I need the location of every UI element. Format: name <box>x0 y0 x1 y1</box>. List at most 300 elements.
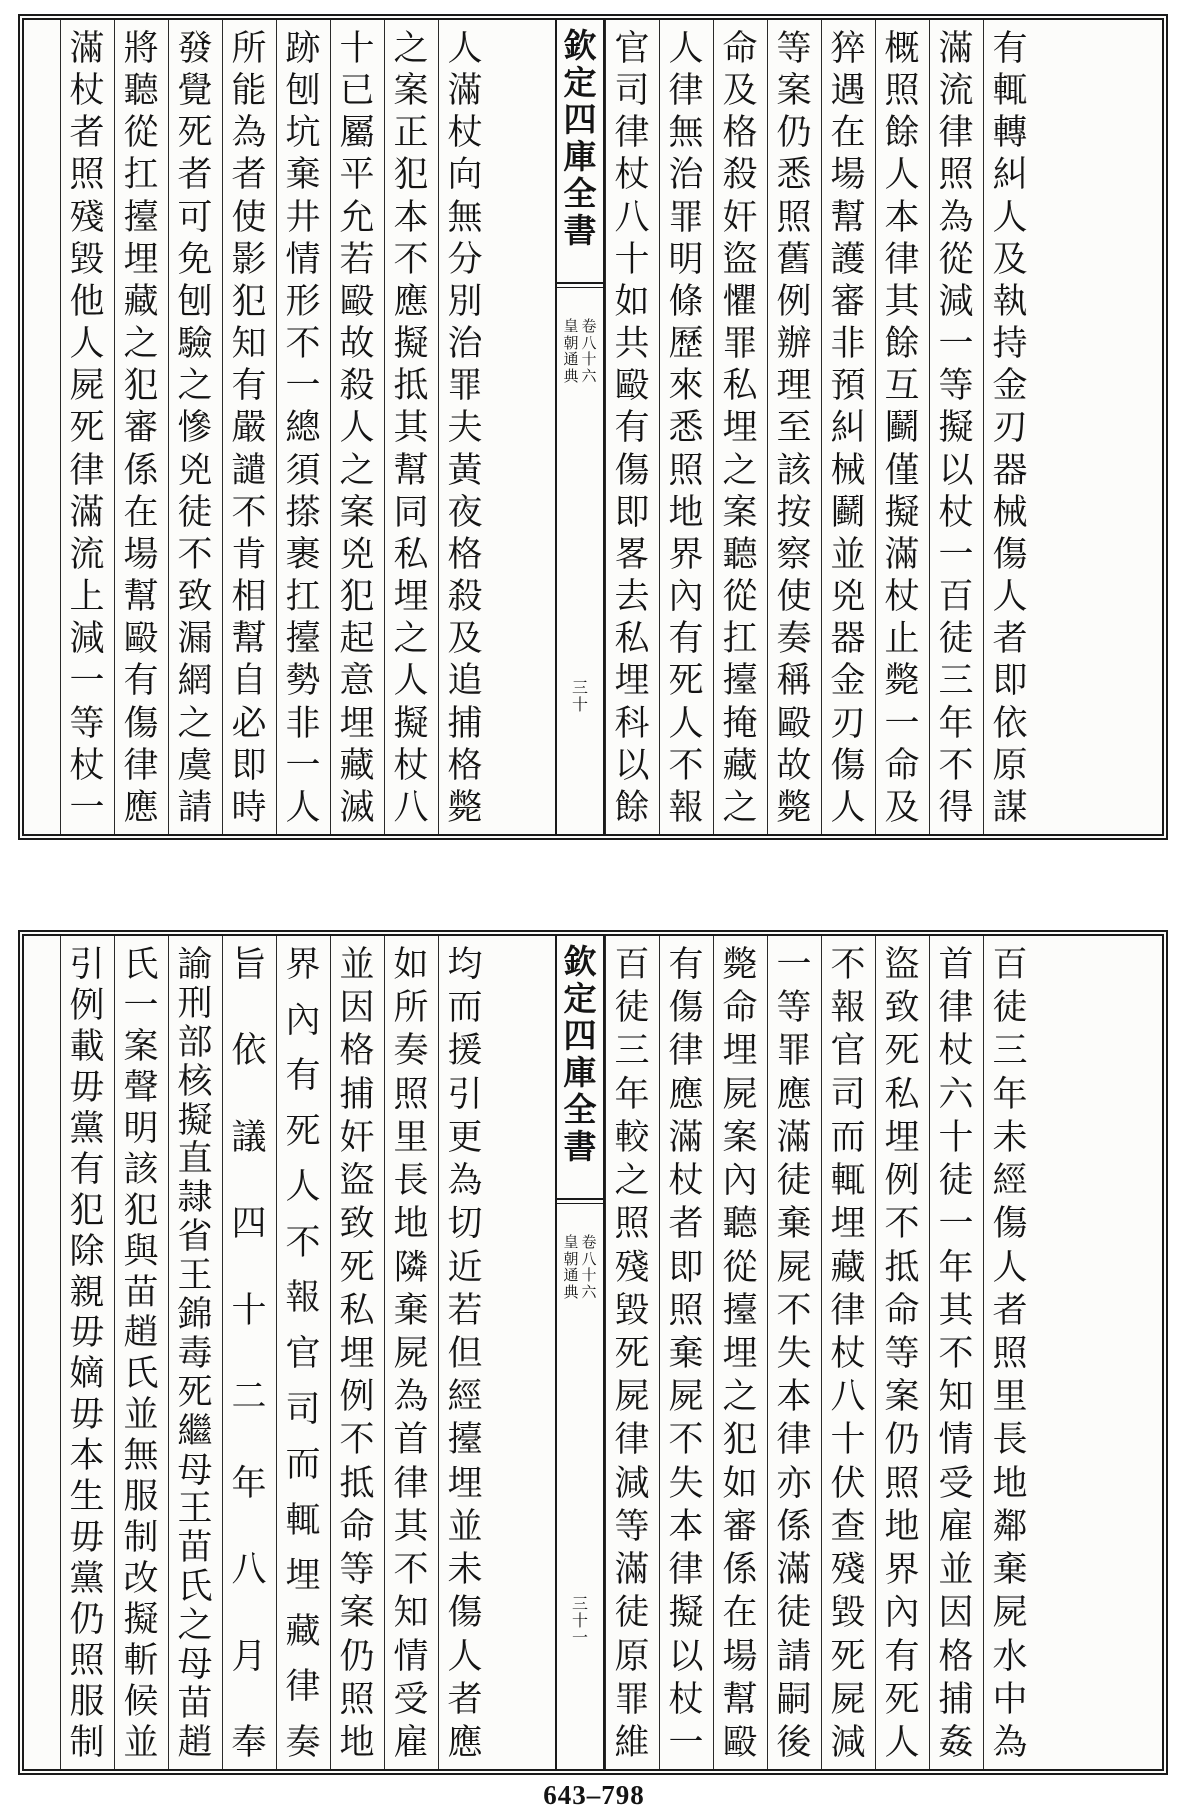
character: 明 <box>668 239 704 280</box>
character: 須 <box>285 450 321 491</box>
character: 聽 <box>722 1204 758 1245</box>
character: 年 <box>614 1074 650 1115</box>
spine-volume-character: 六 <box>581 1282 597 1301</box>
character: 滿 <box>69 492 105 533</box>
spine-volume-character: 八 <box>581 333 597 352</box>
character: 犯 <box>231 281 267 322</box>
character: 杖 <box>393 745 429 786</box>
character: 斃 <box>447 787 483 828</box>
page-number: 643–798 <box>543 1780 645 1810</box>
left-text-column <box>60 945 114 1763</box>
character: 者 <box>668 1204 704 1245</box>
character: 照 <box>992 1333 1028 1374</box>
character: 母 <box>177 1450 213 1491</box>
left-text-column <box>276 945 330 1763</box>
character: 幫 <box>722 1679 758 1720</box>
character: 轉 <box>992 113 1028 154</box>
character: 扛 <box>285 577 321 618</box>
character: 死 <box>177 113 213 154</box>
character: 人 <box>339 408 375 449</box>
character: 諭 <box>177 945 213 985</box>
spine-volume-character: 六 <box>581 366 597 385</box>
character: 理 <box>776 366 812 407</box>
character: 王 <box>177 1489 213 1530</box>
character: 同 <box>393 492 429 533</box>
character: 死 <box>177 1372 213 1413</box>
spine-title-character: 欽 <box>563 26 597 65</box>
character: 械 <box>830 450 866 491</box>
character: 人 <box>992 1247 1028 1288</box>
character: 中 <box>992 1679 1028 1720</box>
character: 之 <box>339 450 375 491</box>
character: 抵 <box>393 366 429 407</box>
character: 本 <box>668 1506 704 1547</box>
character: 六 <box>938 1074 974 1115</box>
character: 界 <box>285 945 321 985</box>
right-text-column <box>983 29 1037 828</box>
spine-folio-character: 十 <box>571 1610 588 1630</box>
character: 一 <box>938 1204 974 1245</box>
character: 地 <box>339 1722 375 1763</box>
character: 械 <box>992 492 1028 533</box>
character: 將 <box>123 29 159 69</box>
character: 罪 <box>722 324 758 365</box>
character: 照 <box>884 71 920 112</box>
character: 一 <box>668 1722 704 1763</box>
character: 科 <box>614 703 650 744</box>
character: 慘 <box>177 408 213 449</box>
character: 不 <box>285 1222 321 1263</box>
character: 從 <box>938 239 974 280</box>
character: 向 <box>447 155 483 196</box>
character: 界 <box>884 1550 920 1591</box>
left-text-column <box>114 945 168 1763</box>
spine-subtitle-character: 朝 <box>563 333 579 352</box>
character: 兇 <box>339 534 375 575</box>
character: 並 <box>447 1506 483 1547</box>
character: 杖 <box>668 1161 704 1202</box>
character: 僅 <box>884 450 920 491</box>
character: 減 <box>69 619 105 660</box>
character: 杖 <box>884 577 920 618</box>
character: 擬 <box>123 1600 159 1640</box>
character: 仍 <box>69 1600 105 1640</box>
character: 格 <box>722 113 758 154</box>
character: 徒 <box>614 1593 650 1634</box>
character: 鬬 <box>884 408 920 449</box>
character: 並 <box>830 534 866 575</box>
character: 親 <box>69 1272 105 1313</box>
character: 扛 <box>123 155 159 196</box>
character: 聽 <box>722 534 758 575</box>
right-text-column <box>767 945 821 1763</box>
character: 擡 <box>722 661 758 702</box>
character: 雇 <box>393 1722 429 1763</box>
character: 載 <box>69 1026 105 1067</box>
character: 苗 <box>177 1683 213 1724</box>
character: 失 <box>668 1463 704 1504</box>
character: 格 <box>447 745 483 786</box>
character: 抵 <box>884 1247 920 1288</box>
character: 共 <box>614 324 650 365</box>
character: 情 <box>285 239 321 280</box>
character: 例 <box>69 985 105 1026</box>
character: 死 <box>614 1333 650 1374</box>
character: 允 <box>339 197 375 238</box>
character: 即 <box>614 492 650 533</box>
right-text-column <box>713 945 767 1763</box>
character: 減 <box>938 281 974 322</box>
character: 等 <box>339 1550 375 1591</box>
character: 官 <box>285 1333 321 1374</box>
character: 省 <box>177 1217 213 1258</box>
character: 更 <box>447 1117 483 1158</box>
character: 審 <box>123 408 159 449</box>
character: 照 <box>668 1290 704 1331</box>
character: 抵 <box>339 1463 375 1504</box>
character: 藏 <box>123 281 159 322</box>
character: 滅 <box>339 787 375 828</box>
character: 除 <box>69 1231 105 1272</box>
character: 殺 <box>722 155 758 196</box>
character: 犯 <box>339 577 375 618</box>
character: 奸 <box>339 1117 375 1158</box>
page-bottom <box>18 930 1168 1775</box>
character: 斃 <box>884 661 920 702</box>
character: 年 <box>938 703 974 744</box>
character: 私 <box>722 366 758 407</box>
character: 傷 <box>992 1204 1028 1245</box>
character: 錦 <box>177 1295 213 1336</box>
character: 埋 <box>884 1117 920 1158</box>
character: 幫 <box>231 619 267 660</box>
character: 總 <box>285 408 321 449</box>
character: 其 <box>393 408 429 449</box>
character: 鄰 <box>992 1506 1028 1547</box>
character: 能 <box>231 71 267 112</box>
character: 毋 <box>69 1395 105 1436</box>
character: 有 <box>69 1149 105 1190</box>
character: 年 <box>231 1463 267 1504</box>
character: 刨 <box>285 71 321 112</box>
character: 上 <box>69 577 105 618</box>
character: 請 <box>776 1636 812 1677</box>
character: 一 <box>776 945 812 985</box>
character: 隣 <box>393 1247 429 1288</box>
spine-column <box>555 936 605 1769</box>
character: 議 <box>231 1117 267 1158</box>
character: 滿 <box>884 534 920 575</box>
character: 知 <box>938 1377 974 1418</box>
character: 止 <box>884 619 920 660</box>
character: 輒 <box>285 1500 321 1541</box>
character: 等 <box>938 366 974 407</box>
character: 伏 <box>830 1463 866 1504</box>
character: 趙 <box>123 1313 159 1354</box>
character: 人 <box>447 29 483 69</box>
character: 人 <box>668 703 704 744</box>
character: 八 <box>393 787 429 828</box>
character: 徒 <box>992 988 1028 1029</box>
character: 律 <box>285 1667 321 1708</box>
character: 一 <box>938 534 974 575</box>
character: 平 <box>339 155 375 196</box>
character: 屍 <box>830 1679 866 1720</box>
character: 苗 <box>123 1272 159 1313</box>
character: 死 <box>69 408 105 449</box>
character: 盜 <box>339 1161 375 1202</box>
character: 夜 <box>447 492 483 533</box>
character: 律 <box>123 745 159 786</box>
character: 得 <box>938 787 974 828</box>
character: 照 <box>884 1463 920 1504</box>
character: 之 <box>614 1161 650 1202</box>
character: 並 <box>123 1722 159 1763</box>
character: 追 <box>447 661 483 702</box>
spine-title-character: 四 <box>563 1015 597 1055</box>
character: 之 <box>722 450 758 491</box>
character: 埋 <box>722 1333 758 1374</box>
character: 減 <box>830 1722 866 1763</box>
character: 屍 <box>614 1377 650 1418</box>
character: 擡 <box>722 1290 758 1331</box>
character: 人 <box>992 197 1028 238</box>
character: 界 <box>668 534 704 575</box>
character: 擡 <box>285 619 321 660</box>
character: 影 <box>231 239 267 280</box>
character: 一 <box>123 985 159 1026</box>
character: 有 <box>123 661 159 702</box>
right-text-column <box>659 945 713 1763</box>
character: 為 <box>938 197 974 238</box>
character: 埋 <box>830 1204 866 1245</box>
character: 及 <box>447 619 483 660</box>
character: 一 <box>884 703 920 744</box>
character: 制 <box>69 1722 105 1763</box>
character: 及 <box>884 787 920 828</box>
character: 而 <box>285 1445 321 1486</box>
character: 切 <box>447 1204 483 1245</box>
character: 免 <box>177 239 213 280</box>
character: 金 <box>830 661 866 702</box>
character: 例 <box>776 281 812 322</box>
character: 棄 <box>393 1290 429 1331</box>
spine-volume-character: 卷 <box>581 317 597 335</box>
character: 有 <box>614 408 650 449</box>
character: 從 <box>722 577 758 618</box>
character: 生 <box>69 1477 105 1518</box>
character: 奏 <box>393 1031 429 1072</box>
character: 埋 <box>339 1333 375 1374</box>
character: 死 <box>668 661 704 702</box>
character: 毆 <box>776 703 812 744</box>
character: 場 <box>123 534 159 575</box>
character: 服 <box>123 1477 159 1518</box>
character: 自 <box>231 661 267 702</box>
character: 即 <box>992 661 1028 702</box>
character: 因 <box>339 988 375 1029</box>
character: 器 <box>830 619 866 660</box>
character: 格 <box>447 534 483 575</box>
character: 候 <box>123 1681 159 1722</box>
spine-subtitle <box>557 318 603 384</box>
character: 報 <box>830 988 866 1029</box>
character: 年 <box>992 1074 1028 1115</box>
left-text-column <box>384 29 438 828</box>
character: 奏 <box>776 619 812 660</box>
character: 律 <box>938 988 974 1029</box>
character: 首 <box>393 1420 429 1461</box>
character: 黃 <box>447 450 483 491</box>
character: 報 <box>285 1278 321 1319</box>
spine-folio-character: 十 <box>571 694 588 714</box>
character: 之 <box>177 366 213 407</box>
left-text-column <box>114 29 168 828</box>
character: 致 <box>177 577 213 618</box>
character: 傷 <box>123 703 159 744</box>
character: 輒 <box>830 1161 866 1202</box>
character: 殘 <box>614 1247 650 1288</box>
character: 不 <box>393 1550 429 1591</box>
character: 照 <box>614 1204 650 1245</box>
character: 有 <box>884 1636 920 1677</box>
character: 在 <box>123 492 159 533</box>
character: 毀 <box>69 239 105 280</box>
character: 畧 <box>614 534 650 575</box>
character: 之 <box>722 1377 758 1418</box>
character: 幫 <box>393 450 429 491</box>
character: 案 <box>722 492 758 533</box>
character: 舊 <box>776 239 812 280</box>
character: 均 <box>447 945 483 985</box>
character: 並 <box>339 945 375 985</box>
character: 不 <box>938 1333 974 1374</box>
character: 照 <box>668 450 704 491</box>
character: 與 <box>123 1231 159 1272</box>
character: 棄 <box>668 1333 704 1374</box>
character: 氏 <box>123 945 159 985</box>
spine-subtitle-title <box>563 1234 578 1300</box>
character: 請 <box>177 787 213 828</box>
character: 傷 <box>830 745 866 786</box>
character: 擬 <box>938 408 974 449</box>
character: 格 <box>339 1031 375 1072</box>
character: 服 <box>69 1681 105 1722</box>
character: 苗 <box>177 1528 213 1569</box>
character: 人 <box>884 155 920 196</box>
character: 王 <box>177 1256 213 1297</box>
character: 捕 <box>938 1679 974 1720</box>
character: 刨 <box>177 281 213 322</box>
character: 三 <box>938 661 974 702</box>
character: 犯 <box>123 366 159 407</box>
character: 不 <box>339 1420 375 1461</box>
character: 黨 <box>69 1559 105 1600</box>
character: 嗣 <box>776 1679 812 1720</box>
character: 有 <box>992 29 1028 69</box>
character: 毆 <box>614 366 650 407</box>
character: 鬬 <box>830 492 866 533</box>
character: 應 <box>393 281 429 322</box>
character: 相 <box>231 577 267 618</box>
character: 十 <box>614 239 650 280</box>
character: 罪 <box>776 1031 812 1072</box>
character: 核 <box>177 1061 213 1102</box>
character: 該 <box>123 1149 159 1190</box>
character: 別 <box>447 281 483 322</box>
character: 地 <box>668 492 704 533</box>
character: 器 <box>992 450 1028 491</box>
character: 幫 <box>830 197 866 238</box>
character: 從 <box>722 1247 758 1288</box>
spine-subtitle-title <box>563 318 578 384</box>
character: 犯 <box>69 1190 105 1231</box>
character: 一 <box>69 787 105 828</box>
left-text-column <box>438 29 492 828</box>
character: 治 <box>447 324 483 365</box>
character: 埋 <box>722 408 758 449</box>
character: 死 <box>339 1247 375 1288</box>
character: 餘 <box>614 787 650 828</box>
character: 隷 <box>177 1178 213 1219</box>
character: 徒 <box>776 1161 812 1202</box>
character: 十 <box>339 29 375 69</box>
character: 罪 <box>447 366 483 407</box>
character: 稱 <box>776 661 812 702</box>
character: 屍 <box>69 366 105 407</box>
character: 輒 <box>992 71 1028 112</box>
spine-divider <box>557 282 603 288</box>
character: 官 <box>614 29 650 69</box>
character: 辦 <box>776 324 812 365</box>
character: 滿 <box>776 1117 812 1158</box>
character: 勢 <box>285 661 321 702</box>
spine-subtitle-character: 朝 <box>563 1249 579 1268</box>
character: 護 <box>830 239 866 280</box>
character: 擬 <box>177 1100 213 1141</box>
character: 犯 <box>722 1420 758 1461</box>
character: 漏 <box>177 619 213 660</box>
character: 律 <box>830 1290 866 1331</box>
character: 係 <box>722 1550 758 1591</box>
character: 律 <box>668 1031 704 1072</box>
spine-subtitle-character: 典 <box>563 1282 579 1301</box>
character: 傷 <box>447 1593 483 1634</box>
right-text-column <box>605 945 659 1763</box>
character: 至 <box>776 408 812 449</box>
spine-title-character: 書 <box>563 210 597 250</box>
character: 三 <box>614 1031 650 1072</box>
character: 氏 <box>123 1354 159 1395</box>
character: 改 <box>123 1559 159 1600</box>
character: 律 <box>668 1550 704 1591</box>
character: 起 <box>339 619 375 660</box>
character: 案 <box>884 1377 920 1418</box>
character: 地 <box>393 1204 429 1245</box>
character: 制 <box>123 1518 159 1559</box>
spine-title <box>557 944 603 1166</box>
character: 所 <box>231 29 267 69</box>
spine-subtitle-character: 皇 <box>563 317 579 335</box>
character: 格 <box>938 1636 974 1677</box>
character: 發 <box>177 29 213 69</box>
character: 原 <box>614 1636 650 1677</box>
character: 並 <box>123 1395 159 1436</box>
character: 其 <box>938 1290 974 1331</box>
character: 互 <box>884 366 920 407</box>
character: 一 <box>285 745 321 786</box>
character: 毋 <box>69 1313 105 1354</box>
